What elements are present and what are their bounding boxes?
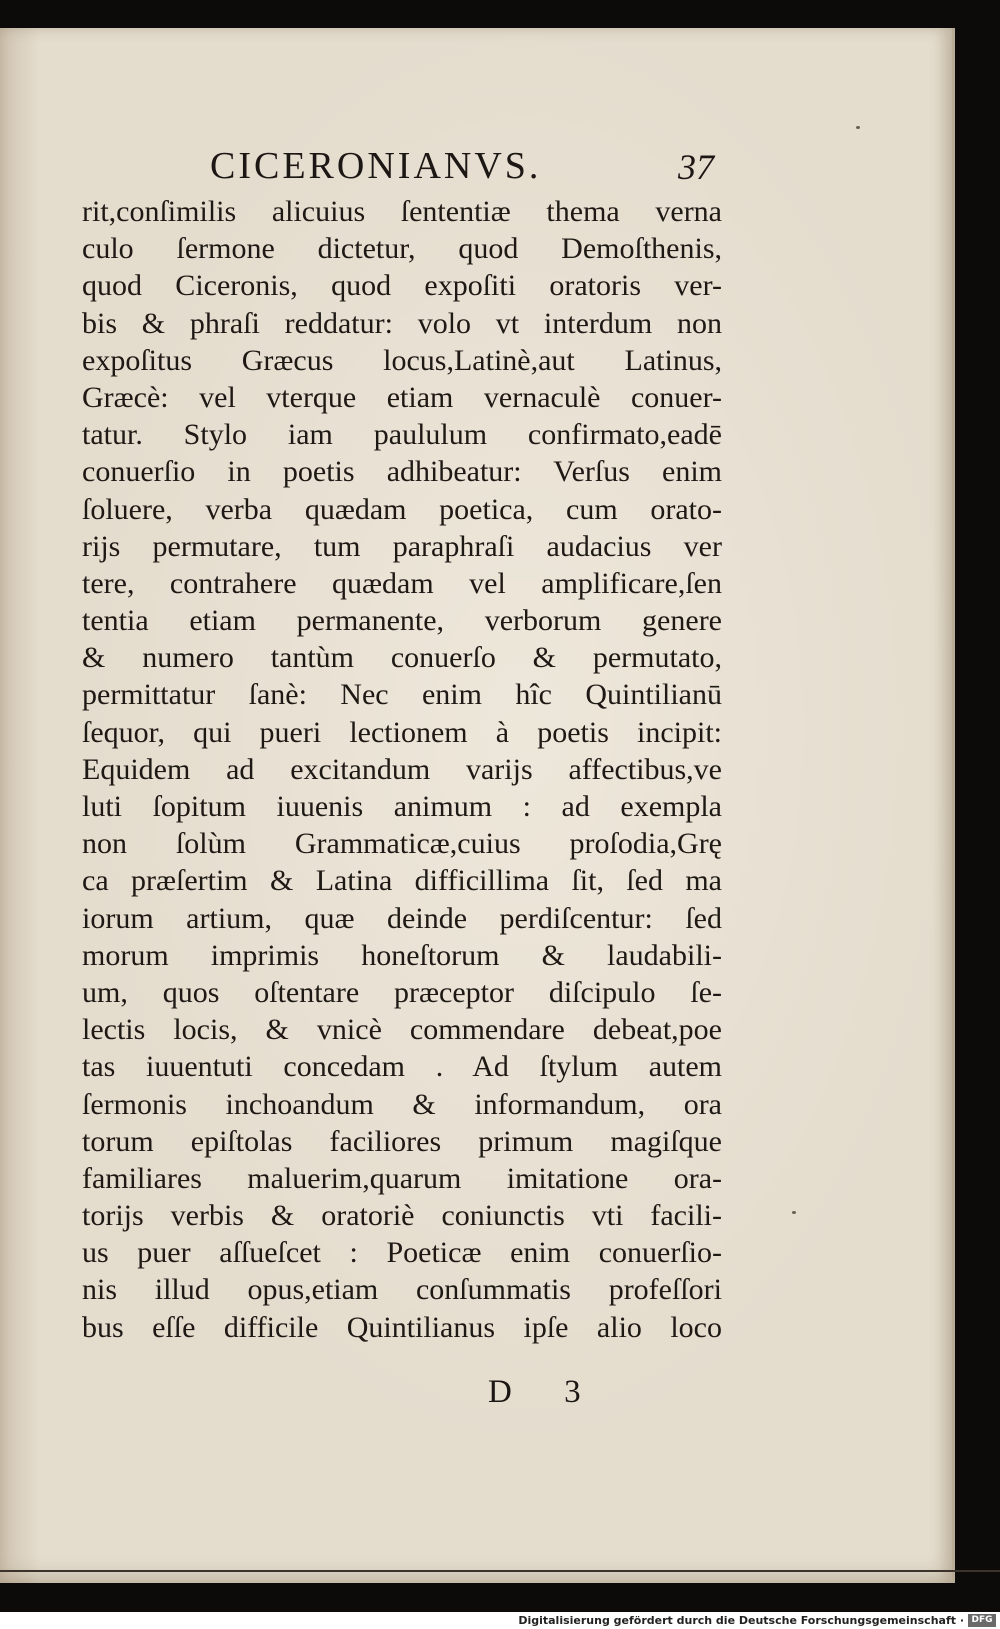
text-line: Equidem ad excitandum varijs affectibus,ve bbox=[82, 752, 722, 786]
page-number: 37 bbox=[678, 147, 714, 187]
text-line: iorum artium, quæ deinde perdiſcentur: ſed bbox=[82, 901, 722, 935]
text-line: torijs verbis & oratoriè coniunctis vti facili- bbox=[82, 1199, 722, 1233]
text-line: torum epiſtolas faciliores primum magiſque bbox=[82, 1124, 722, 1158]
text-line: culo ſermone dictetur, quod Demoſthenis, bbox=[82, 232, 722, 266]
text-line: tas iuuentuti concedam . Ad ſtylum autem bbox=[82, 1050, 722, 1084]
text-line: morum imprimis honeſtorum & laudabili- bbox=[82, 938, 722, 972]
body-text bbox=[82, 193, 722, 1346]
text-line: bis & phraſi reddatur: volo vt interdum non bbox=[82, 306, 722, 340]
page-header bbox=[210, 144, 730, 190]
text-line: expoſitus Græcus locus,Latinè,aut Latinus, bbox=[82, 343, 722, 377]
paper-speck bbox=[856, 126, 860, 129]
text-line: non ſolùm Grammaticæ,cuius proſodia,Grę bbox=[82, 827, 722, 861]
text-line: ſermonis inchoandum & informandum, ora bbox=[82, 1087, 722, 1121]
running-title: CICERONIANVS. bbox=[210, 145, 542, 187]
text-line: quod Ciceronis, quod expoſiti oratoris ver- bbox=[82, 269, 722, 303]
text-line: tere, contrahere quædam vel amplificare,ſen bbox=[82, 566, 722, 600]
text-line: rijs permutare, tum paraphraſi audacius ver bbox=[82, 529, 722, 563]
text-line: ſoluere, verba quædam poetica, cum orato- bbox=[82, 492, 722, 526]
text-line: conuerſio in poetis adhibeatur: Verſus enim bbox=[82, 455, 722, 489]
text-line: familiares maluerim,quarum imitatione ora- bbox=[82, 1161, 722, 1195]
text-line: permittatur ſanè: Nec enim hîc Quintilianū bbox=[82, 678, 722, 712]
text-line: tatur. Stylo iam paululum confirmato,eadē bbox=[82, 418, 722, 452]
dfg-logo: DFG bbox=[968, 1614, 996, 1627]
text-line: ſequor, qui pueri lectionem à poetis incipit: bbox=[82, 715, 722, 749]
footer-bar bbox=[0, 1612, 1000, 1629]
text-line: um, quos oſtentare præceptor diſcipulo ſe- bbox=[82, 975, 722, 1009]
funding-credit: Digitalisierung gefördert durch die Deutsche Forschungsgemeinschaft · bbox=[518, 1614, 964, 1627]
text-line: us puer aſſueſcet : Poeticæ enim conuerſio- bbox=[82, 1236, 722, 1270]
text-line: lectis locis, & vnicè commendare debeat,poe bbox=[82, 1013, 722, 1047]
text-line: rit,conſimilis alicuius ſententiæ thema verna bbox=[82, 195, 722, 228]
text-line: ca præſertim & Latina difficillima ſit, ſed ma bbox=[82, 864, 722, 898]
text-line: luti ſopitum iuuenis animum : ad exempla bbox=[82, 790, 722, 823]
page-bottom-edge bbox=[0, 1570, 1000, 1572]
signature-mark: D 3 bbox=[488, 1374, 603, 1410]
text-line: & numero tantùm conuerſo & permutato, bbox=[82, 641, 722, 675]
text-line: nis illud opus,etiam conſummatis profeſſori bbox=[82, 1273, 722, 1307]
text-line: tentia etiam permanente, verborum genere bbox=[82, 604, 722, 638]
text-line: bus eſſe difficile Quintilianus ipſe alio loco bbox=[82, 1310, 722, 1344]
text-line: Græcè: vel vterque etiam vernaculè conuer- bbox=[82, 380, 722, 414]
paper-speck bbox=[792, 1211, 796, 1214]
book-page bbox=[0, 28, 955, 1583]
